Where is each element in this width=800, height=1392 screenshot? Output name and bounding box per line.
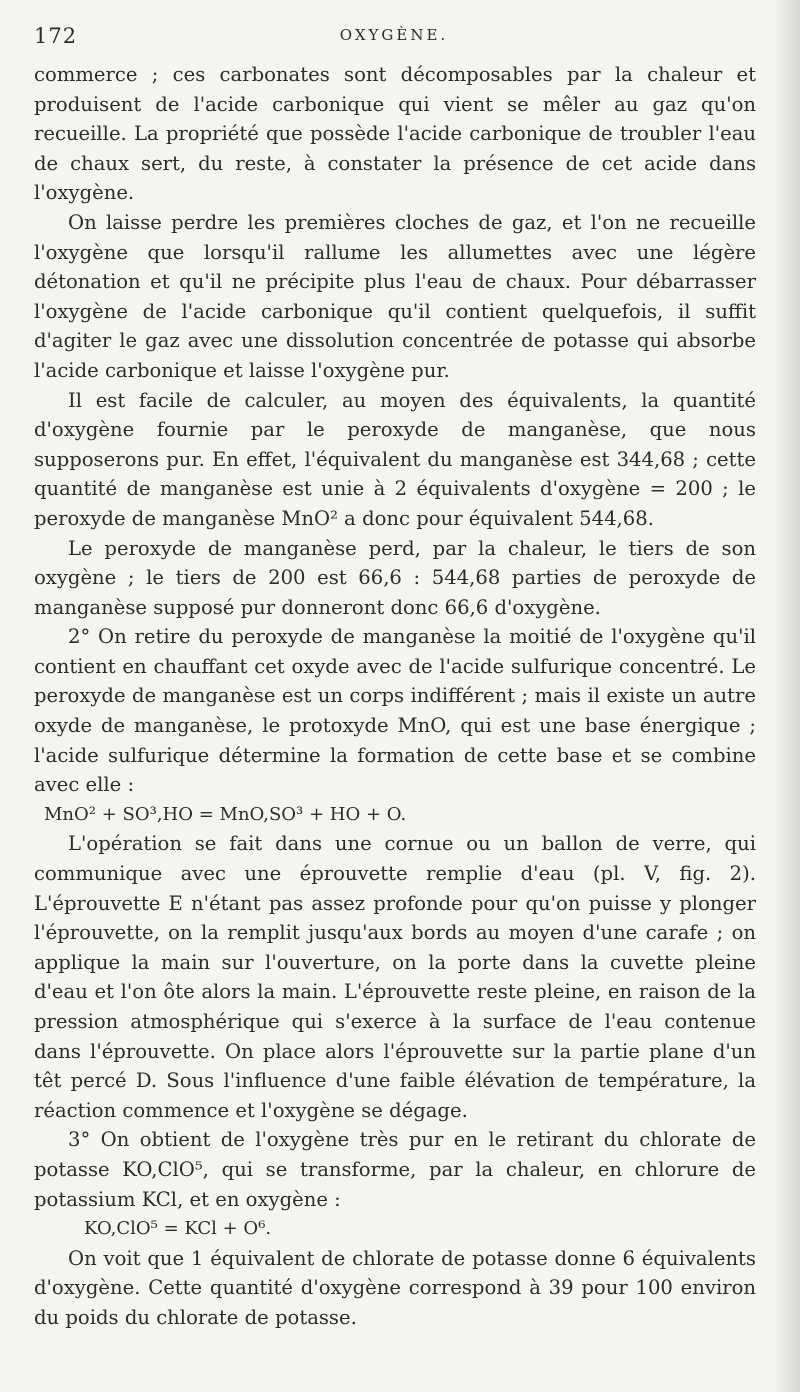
paragraph: On voit que 1 équivalent de chlorate de potasse donne 6 équivalents d'oxygène. Cette quantité d'oxygène correspond à 39 pour 100 environ du poids du chlorate de potasse. bbox=[34, 1246, 756, 1329]
chemical-equation: MnO² + SO³,HO = MnO,SO³ + HO + O. bbox=[44, 803, 407, 825]
page-edge-shadow bbox=[774, 0, 800, 1392]
paragraph: L'opération se fait dans une cornue ou un ballon de verre, qui communique avec une éprouvette remplie d'eau (pl. V, fig. 2). L'éprouvette E n'étant pas assez profonde pour qu'on puisse y plonger l'éprouvette, on la remplit jusqu'aux bords au moyen d'une carafe ; on applique la main sur l'ouverture, on la porte dans la cuvette pleine d'eau et l'on ôte alors la main. L'éprouvette reste pleine, en raison de la pression atmosphérique qui s'exerce à la surface de l'eau contenue dans l'éprouvette. On place alors l'éprouvette sur la partie plane d'un têt percé D. Sous l'influence d'une faible élévation de température, la réaction commence et l'oxygène se dégage. bbox=[34, 832, 756, 1122]
page-number: 172 bbox=[34, 24, 78, 48]
paragraph: 2° On retire du peroxyde de manganèse la moitié de l'oxygène qu'il contient en chauffant cet oxyde avec de l'acide sulfurique concentré. Le peroxyde de manganèse est un corps indifférent ; mais il existe un autre oxyde de manganèse, le protoxyde MnO, qui est une base énergique ; l'acide sulfurique détermine la formation de cette base et se combine avec elle : bbox=[34, 625, 756, 797]
paragraph: On laisse perdre les premières cloches de gaz, et l'on ne recueille l'oxygène que lorsqu'il rallume les allumettes avec une légère détonation et qu'il ne précipite plus l'eau de chaux. Pour débarrasser l'oxygène de l'acide carbonique qu'il contient quelquefois, il suffit d'agiter le gaz avec une dissolution concentrée de potasse qui absorbe l'acide carbonique et laisse l'oxygène pur. bbox=[34, 210, 756, 382]
body-text bbox=[34, 60, 756, 1333]
paragraph: commerce ; ces carbonates sont décomposables par la chaleur et produisent de l'acide carbonique qui vient se mêler au gaz qu'on recueille. La propriété que possède l'acide carbonique de troubler l'eau de chaux sert, du reste, à constater la présence de cet acide dans l'oxygène. bbox=[34, 63, 756, 205]
page-header bbox=[34, 24, 754, 54]
chemical-equation: KO,ClO⁵ = KCl + O⁶. bbox=[84, 1218, 272, 1240]
paragraph: 3° On obtient de l'oxygène très pur en le retirant du chlorate de potasse KO,ClO⁵, qui se transforme, par la chaleur, en chlorure de potassium KCl, et en oxygène : bbox=[34, 1128, 756, 1211]
running-title: OXYGÈNE. bbox=[339, 26, 449, 44]
paragraph: Il est facile de calculer, au moyen des équivalents, la quantité d'oxygène fournie par le peroxyde de manganèse, que nous supposerons pur. En effet, l'équivalent du manganèse est 344,68 ; cette quantité de manganèse est unie à 2 équivalents d'oxygène = 200 ; le peroxyde de manganèse MnO² a donc pour équivalent 544,68. bbox=[34, 388, 756, 530]
paragraph: Le peroxyde de manganèse perd, par la chaleur, le tiers de son oxygène ; le tiers de 200 est 66,6 : 544,68 parties de peroxyde de manganèse supposé pur donneront donc 66,6 d'oxygène. bbox=[34, 536, 756, 619]
